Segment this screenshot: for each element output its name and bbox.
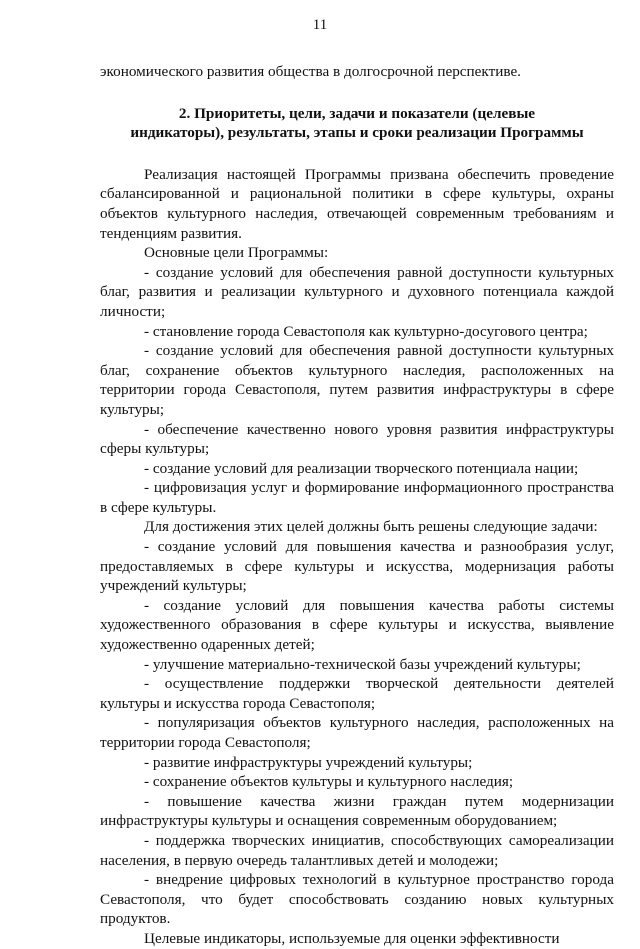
- list-item: - повышение качества жизни граждан путем модернизации инфраструктуры культуры и оснащения современным оборудованием;: [100, 792, 614, 830]
- section-heading-line-2: индикаторы), результаты, этапы и сроки реализации Программы: [130, 124, 584, 142]
- list-item: - становление города Севастополя как культурно-досугового центра;: [144, 322, 588, 340]
- paragraph: Целевые индикаторы, используемые для оценки эффективности: [144, 929, 560, 947]
- section-heading-line-1: 2. Приоритеты, цели, задачи и показатели (целевые: [178, 104, 536, 122]
- list-item: - улучшение материально-технической базы учреждений культуры;: [144, 655, 581, 673]
- paragraph: Реализация настоящей Программы призвана обеспечить проведение сбалансированной и рациональной политики в сфере культуры, охраны объектов культурного наследия, отвечающей современным требованиям и тенденциям развития.: [100, 165, 614, 242]
- list-item: - поддержка творческих инициатив, способствующих самореализации населения, в первую очередь талантливых детей и молодежи;: [100, 831, 614, 869]
- paragraph: Основные цели Программы:: [144, 244, 329, 262]
- list-item: - цифровизация услуг и формирование информационного пространства в сфере культуры.: [100, 479, 614, 516]
- intro-line: экономического развития общества в долгосрочной перспективе.: [100, 63, 521, 80]
- list-item: - создание условий для повышения качества работы системы художественного образования в сфере культуры и искусства, выявление художественно одаренных детей;: [100, 596, 614, 654]
- list-item: - обеспечение качественно нового уровня развития инфраструктуры сферы культуры;: [100, 420, 614, 458]
- list-item: - создание условий для повышения качества и разнообразия услуг, предоставляемых в сфере культуры и искусства, модернизация работы учреждений культуры;: [100, 538, 614, 595]
- list-item: - сохранение объектов культуры и культурного наследия;: [144, 773, 514, 791]
- list-item: - создание условий для реализации творческого потенциала нации;: [144, 459, 579, 477]
- section-heading: [100, 104, 614, 143]
- list-item: - создание условий для обеспечения равной доступности культурных благ, развития и реализации культурного и духовного потенциала каждой личности;: [100, 263, 614, 320]
- list-item: - внедрение цифровых технологий в культурное пространство города Севастополя, что будет способствовать созданию новых культурных продуктов.: [100, 871, 614, 928]
- paragraph: Для достижения этих целей должны быть решены следующие задачи:: [144, 518, 598, 536]
- page-number: 11: [312, 17, 328, 33]
- list-item: - развитие инфраструктуры учреждений культуры;: [144, 753, 473, 771]
- list-item: - осуществление поддержки творческой деятельности деятелей культуры и искусства города Севастополя;: [100, 675, 614, 712]
- list-item: - популяризация объектов культурного наследия, расположенных на территории города Севастополя;: [100, 714, 614, 751]
- document-body: [100, 62, 614, 949]
- list-item: - создание условий для обеспечения равной доступности культурных благ, сохранение объектов культурного наследия, расположенных на территории города Севастополя, путем развития инфраструктуры в сфере культуры;: [100, 342, 614, 418]
